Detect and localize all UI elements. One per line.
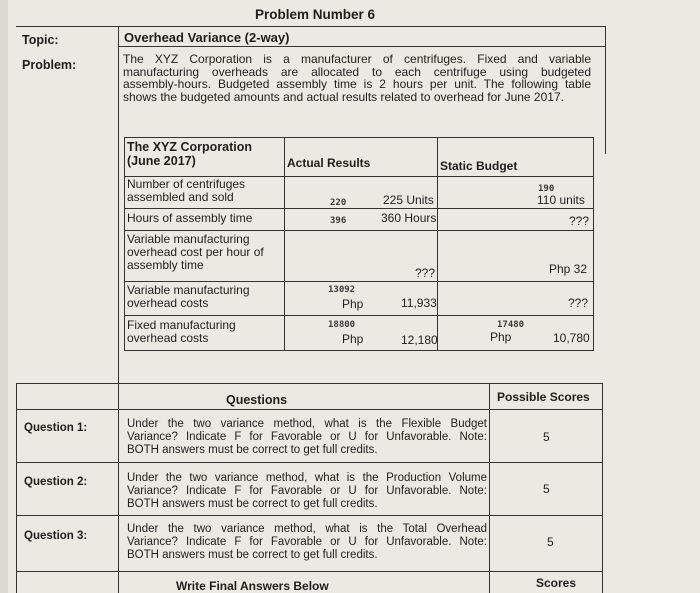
rule-questions-header (16, 409, 603, 410)
rule-q3 (16, 571, 603, 572)
row-label-hours: Hours of assembly time (127, 211, 253, 225)
frame-right-bottom (602, 383, 603, 593)
rule-top (16, 26, 606, 27)
question-2-score: 5 (543, 482, 550, 496)
problem-line: assembly-hours. Budgeted assembly time is 2 hours per unit. The following table (123, 77, 591, 92)
row-label-units: Number of centrifuges assembled and sold (127, 177, 246, 204)
table-company-header: The XYZ Corporation (June 2017) (127, 140, 252, 168)
question-3-text: Under the two variance method, what is the Total Overhead Variance? Indicate F for Favorable or U for Unfavorable. Note: BOTH answers must be correct to get full credits. (127, 523, 487, 562)
column-divider (118, 26, 119, 593)
rule-q2 (16, 515, 603, 516)
rule-questions-top (16, 383, 603, 384)
question-2-text: Under the two variance method, what is the Production Volume Variance? Indicate F for Favorable or U for Unfavorable. Note: BOTH answers must be correct to get full credits. (127, 472, 487, 511)
topic-value: Overhead Variance (2-way) (124, 30, 290, 45)
actual-units: 225 Units (383, 193, 434, 207)
problem-label: Problem: (22, 58, 77, 72)
handwritten-note: 220 (330, 198, 347, 208)
rule-topic (118, 46, 606, 47)
handwritten-note: 17480 (497, 320, 525, 330)
question-3-score: 5 (547, 535, 554, 549)
row-label-variable-rate: Variable manufacturing overhead cost per hour of assembly time (127, 232, 264, 272)
topic-label: Topic: (22, 33, 59, 47)
questions-header: Questions (226, 393, 288, 407)
actual-hours: 360 Hours (381, 211, 437, 225)
actual-fixed-currency: Php (342, 332, 364, 346)
handwritten-note: 18800 (328, 320, 356, 330)
problem-line: The XYZ Corporation is a manufacturer of centrifuges. Fixed and variable (123, 52, 591, 66)
static-fixed-currency: Php (490, 330, 512, 344)
page-title: Problem Number 6 (255, 7, 376, 22)
actual-variable-currency: Php (342, 297, 364, 311)
problem-line: shows the budgeted amounts and actual results related to overhead for June 2017. (123, 89, 564, 104)
col-header-static: Static Budget (440, 159, 518, 173)
static-hours: ??? (569, 214, 590, 228)
row-label-fixed-costs: Fixed manufacturing overhead costs (127, 318, 236, 345)
actual-fixed-costs: 12,180 (401, 333, 438, 347)
static-units: 110 units (537, 193, 585, 207)
row-label-variable-costs: Variable manufacturing overhead costs (127, 283, 250, 310)
question-1-score: 5 (543, 430, 550, 444)
static-fixed-costs: 10,780 (553, 331, 590, 345)
problem-statement (123, 53, 591, 103)
question-1-label: Question 1: (24, 422, 88, 434)
actual-variable-costs: 11,933 (401, 296, 437, 310)
handwritten-note: 396 (330, 216, 347, 226)
scores-footer: Scores (536, 576, 577, 590)
frame-right (605, 26, 606, 154)
scores-divider (489, 383, 490, 593)
actual-variable-rate: ??? (415, 266, 436, 280)
scores-header: Possible Scores (497, 390, 590, 404)
handwritten-note: 13092 (328, 285, 356, 295)
question-3-label: Question 3: (24, 530, 88, 542)
handwritten-note: 190 (538, 184, 555, 194)
col-header-actual: Actual Results (287, 156, 371, 170)
static-variable-rate: Php 32 (549, 262, 588, 276)
final-answers-label: Write Final Answers Below (176, 579, 329, 593)
problem-line: manufacturing overheads are allocated to each centrifuge using budgeted (123, 64, 591, 79)
rule-q1 (16, 462, 603, 463)
static-variable-costs: ??? (568, 296, 589, 310)
frame-left (16, 383, 17, 593)
question-2-label: Question 2: (24, 476, 88, 488)
question-1-text: Under the two variance method, what is the Flexible Budget Variance? Indicate F for Favorable or U for Unfavorable. Note: BOTH answers must be correct to get full credits. (127, 418, 487, 457)
